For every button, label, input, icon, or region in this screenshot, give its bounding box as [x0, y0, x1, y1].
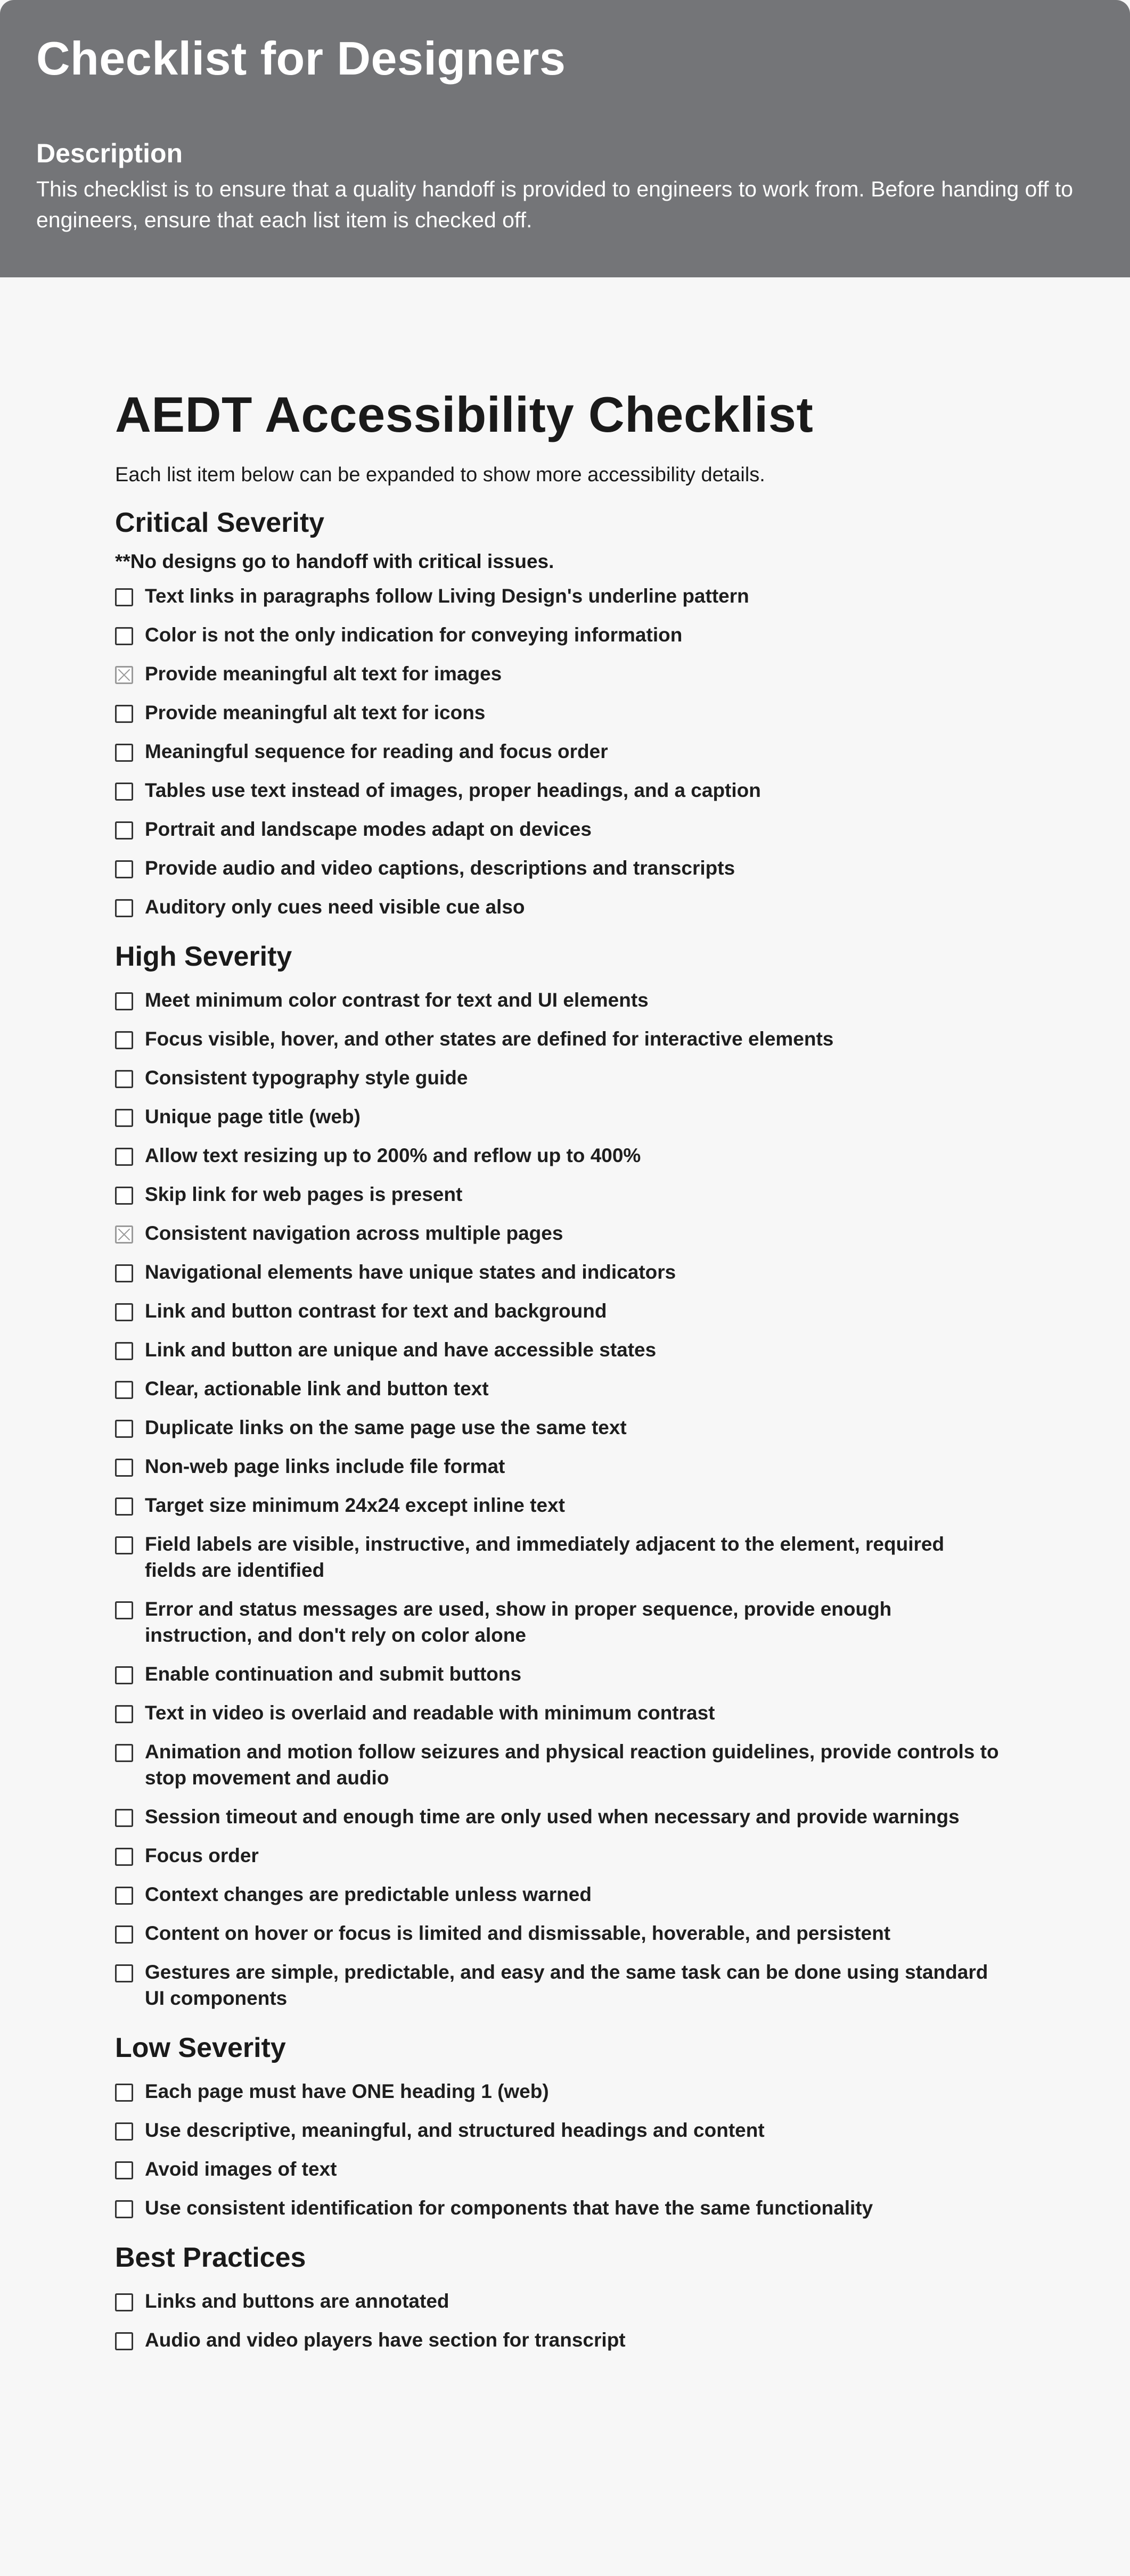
checklist-item-label: Session timeout and enough time are only used when necessary and provide warnings	[145, 1806, 960, 1828]
checklist-item[interactable]	[115, 1136, 999, 1175]
checkbox[interactable]	[115, 1342, 133, 1360]
checklist-item-label: Field labels are visible, instructive, and immediately adjacent to the element, required fields are identified	[145, 1533, 945, 1581]
checklist-item[interactable]	[115, 887, 999, 926]
checkbox[interactable]	[115, 821, 133, 840]
checklist-item-label: Content on hover or focus is limited and dismissable, hoverable, and persistent	[145, 1922, 891, 1944]
checklist-item[interactable]	[115, 2111, 999, 2150]
checklist-item-label: Text links in paragraphs follow Living Design's underline pattern	[145, 585, 749, 607]
checkbox[interactable]	[115, 1148, 133, 1166]
checklist-item-label: Meaningful sequence for reading and focus order	[145, 740, 608, 762]
checklist-item[interactable]	[115, 577, 999, 615]
checklist-item[interactable]	[115, 1914, 999, 1953]
checkbox[interactable]	[115, 2122, 133, 2141]
checkbox[interactable]	[115, 1187, 133, 1205]
critical-note: **No designs go to handoff with critical issues.	[115, 550, 554, 572]
checklist-item[interactable]	[115, 1953, 999, 2018]
checklist-item-label: Duplicate links on the same page use the same text	[145, 1417, 627, 1438]
checklist-item[interactable]	[115, 771, 999, 810]
page-title: AEDT Accessibility Checklist	[115, 386, 814, 442]
checklist-item[interactable]	[115, 1447, 999, 1486]
section-title-low: Low Severity	[115, 2032, 286, 2063]
checklist-item[interactable]	[115, 2150, 999, 2188]
checklist-item-label: Use consistent identification for components that have the same functionality	[145, 2197, 873, 2219]
checklist-item-label: Tables use text instead of images, proper headings, and a caption	[145, 779, 761, 801]
checklist-item[interactable]	[115, 1214, 999, 1253]
checklist-item-label: Error and status messages are used, show in proper sequence, provide enough instruction, and don't rely on color alone	[145, 1598, 892, 1646]
section-title-high: High Severity	[115, 941, 292, 972]
checkbox[interactable]	[115, 2200, 133, 2218]
checkbox[interactable]	[115, 2332, 133, 2350]
checklist-item-label: Consistent navigation across multiple pages	[145, 1222, 563, 1244]
checklist-item[interactable]	[115, 810, 999, 849]
intro-text: Each list item below can be expanded to show more accessibility details.	[115, 464, 765, 486]
checklist-item[interactable]	[115, 1330, 999, 1369]
best-items	[115, 2282, 1130, 2359]
checklist-item[interactable]	[115, 849, 999, 887]
checklist-item[interactable]	[115, 981, 999, 1019]
checklist-item[interactable]	[115, 1732, 999, 1797]
checklist-item-label: Consistent typography style guide	[145, 1067, 468, 1089]
section-title-critical: Critical Severity	[115, 507, 325, 538]
checklist-item[interactable]	[115, 1797, 999, 1836]
checklist-item[interactable]	[115, 1097, 999, 1136]
checklist-item[interactable]	[115, 654, 999, 693]
checklist-item[interactable]	[115, 2188, 999, 2227]
checklist-item-label: Focus visible, hover, and other states are defined for interactive elements	[145, 1028, 834, 1050]
checklist-item-label: Link and button contrast for text and background	[145, 1300, 607, 1322]
best-section	[115, 2239, 1130, 2359]
checklist-item[interactable]	[115, 1019, 999, 1058]
section-title-best: Best Practices	[115, 2242, 306, 2273]
checkbox[interactable]	[115, 1705, 133, 1723]
page-header	[0, 0, 1130, 277]
header-title: Checklist for Designers	[36, 32, 566, 85]
checkbox[interactable]	[115, 1225, 133, 1244]
checklist-item-label: Text in video is overlaid and readable with minimum contrast	[145, 1702, 715, 1724]
checkbox[interactable]	[115, 1887, 133, 1905]
critical-section	[115, 504, 1130, 926]
checklist-item-label: Provide audio and video captions, descriptions and transcripts	[145, 857, 735, 879]
checklist-item[interactable]	[115, 615, 999, 654]
checklist-item-label: Gestures are simple, predictable, and easy and the same task can be done using standard UI components	[145, 1961, 988, 2009]
checkbox[interactable]	[115, 588, 133, 606]
checkbox[interactable]	[115, 627, 133, 645]
checklist-item[interactable]	[115, 1875, 999, 1914]
checkbox[interactable]	[115, 1031, 133, 1049]
checklist-item[interactable]	[115, 1175, 999, 1214]
checklist-item[interactable]	[115, 1836, 999, 1875]
checklist-item-label: Link and button are unique and have accessible states	[145, 1339, 657, 1361]
checkbox[interactable]	[115, 1809, 133, 1827]
checkbox[interactable]	[115, 666, 133, 684]
checklist-item-label: Clear, actionable link and button text	[145, 1378, 489, 1400]
checkbox[interactable]	[115, 744, 133, 762]
checklist-item-label: Non-web page links include file format	[145, 1455, 505, 1477]
checkbox[interactable]	[115, 1536, 133, 1554]
checklist-item-label: Avoid images of text	[145, 2158, 337, 2180]
description-text: This checklist is to ensure that a quality handoff is provided to engineers to work from. Before handing off to engineers, ensure that each list item is checked off.	[36, 177, 1074, 232]
checklist-item-label: Each page must have ONE heading 1 (web)	[145, 2080, 549, 2102]
checkbox[interactable]	[115, 1964, 133, 1982]
checklist-item[interactable]	[115, 2072, 999, 2111]
checklist-item-label: Audio and video players have section for transcript	[145, 2329, 626, 2351]
low-section	[115, 2029, 1130, 2227]
checklist-item[interactable]	[115, 1590, 999, 1655]
checklist-item-label: Auditory only cues need visible cue also	[145, 896, 525, 918]
checklist-item-label: Target size minimum 24x24 except inline text	[145, 1494, 565, 1516]
low-items	[115, 2072, 1130, 2227]
checkbox[interactable]	[115, 1497, 133, 1516]
checklist-item-label: Animation and motion follow seizures and physical reaction guidelines, provide controls to stop movement and audio	[145, 1741, 999, 1789]
checkbox[interactable]	[115, 1264, 133, 1282]
checkbox[interactable]	[115, 2293, 133, 2311]
checkbox[interactable]	[115, 1744, 133, 1762]
checklist-item-label: Provide meaningful alt text for images	[145, 663, 502, 685]
checkbox[interactable]	[115, 1420, 133, 1438]
checklist-item-label: Links and buttons are annotated	[145, 2290, 449, 2312]
checklist-item-label: Provide meaningful alt text for icons	[145, 702, 486, 723]
checkbox[interactable]	[115, 860, 133, 878]
checklist-item[interactable]	[115, 1253, 999, 1291]
high-items	[115, 981, 1130, 2018]
checklist-item[interactable]	[115, 1655, 999, 1693]
checklist-item-label: Context changes are predictable unless warned	[145, 1883, 592, 1905]
checklist-item[interactable]	[115, 2282, 999, 2320]
checklist-item[interactable]	[115, 1525, 999, 1590]
checklist-item-label: Portrait and landscape modes adapt on devices	[145, 818, 592, 840]
checklist-item[interactable]	[115, 1369, 999, 1408]
checklist-item-label: Focus order	[145, 1845, 259, 1866]
checklist-item[interactable]	[115, 2320, 999, 2359]
checkbox[interactable]	[115, 992, 133, 1010]
checkbox[interactable]	[115, 1925, 133, 1944]
checkbox[interactable]	[115, 2084, 133, 2102]
checklist-item-label: Skip link for web pages is present	[145, 1183, 463, 1205]
checklist-item-label: Use descriptive, meaningful, and structured headings and content	[145, 2119, 765, 2141]
checkbox[interactable]	[115, 1459, 133, 1477]
checklist-item-label: Allow text resizing up to 200% and reflow up to 400%	[145, 1145, 641, 1166]
checkbox[interactable]	[115, 1848, 133, 1866]
checkbox[interactable]	[115, 899, 133, 917]
checklist-item[interactable]	[115, 1058, 999, 1097]
checklist-item-label: Navigational elements have unique states and indicators	[145, 1261, 676, 1283]
checklist-item[interactable]	[115, 1408, 999, 1447]
checklist-main	[0, 277, 1130, 2359]
description-heading: Description	[36, 138, 183, 168]
checkbox[interactable]	[115, 1601, 133, 1619]
checklist-item[interactable]	[115, 1693, 999, 1732]
checkbox[interactable]	[115, 705, 133, 723]
checklist-item-label: Color is not the only indication for conveying information	[145, 624, 683, 646]
checkbox[interactable]	[115, 2161, 133, 2179]
high-section	[115, 938, 1130, 2018]
checklist-item-label: Enable continuation and submit buttons	[145, 1663, 522, 1685]
critical-items	[115, 577, 1130, 926]
checkbox[interactable]	[115, 1070, 133, 1088]
checklist-item-label: Meet minimum color contrast for text and UI elements	[145, 989, 649, 1011]
checkbox[interactable]	[115, 783, 133, 801]
checkbox[interactable]	[115, 1381, 133, 1399]
checklist-item[interactable]	[115, 732, 999, 771]
checkbox[interactable]	[115, 1666, 133, 1684]
checklist-item[interactable]	[115, 1486, 999, 1525]
checklist-item[interactable]	[115, 1291, 999, 1330]
checkbox[interactable]	[115, 1109, 133, 1127]
checklist-item[interactable]	[115, 693, 999, 732]
checklist-item-label: Unique page title (web)	[145, 1106, 361, 1127]
checkbox[interactable]	[115, 1303, 133, 1321]
